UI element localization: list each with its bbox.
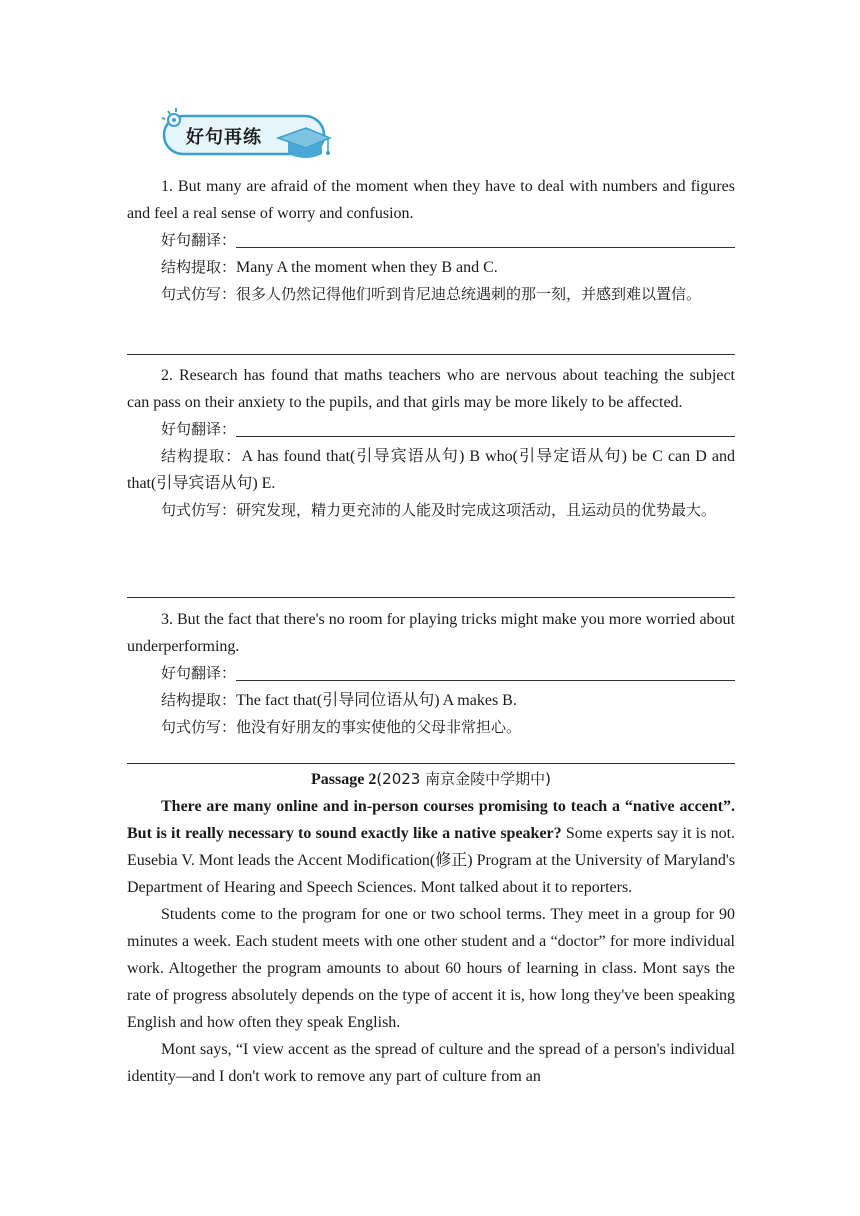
passage-title bbox=[127, 766, 735, 793]
translate-blank[interactable] bbox=[236, 662, 735, 681]
passage-paragraph-1-text: Some experts say it is not. Eusebia V. Mont leads the Accent Modification(修正) Program at the University of Maryland's Department of Hearing and Speech Sciences. Mont talked about it to reporters. bbox=[127, 825, 736, 896]
structure-label: 结构提取： bbox=[161, 447, 242, 465]
translate-label: 好句翻译： bbox=[161, 420, 237, 438]
translate-label: 好句翻译： bbox=[161, 664, 237, 682]
answer-line[interactable] bbox=[127, 354, 735, 355]
structure-row bbox=[127, 443, 735, 497]
passage-title-bold: Passage 2 bbox=[311, 771, 377, 788]
answer-line[interactable] bbox=[127, 597, 735, 598]
translate-row bbox=[127, 416, 735, 443]
exercise-sentence: 1. But many are afraid of the moment when they have to deal with numbers and figures and feel a real sense of worry and confusion. bbox=[127, 178, 735, 222]
passage bbox=[127, 766, 735, 1090]
translate-row bbox=[127, 660, 735, 687]
imitate-text: 很多人仍然记得他们听到肯尼迪总统遇刺的那一刻，并感到难以置信。 bbox=[236, 285, 702, 303]
translate-label: 好句翻译： bbox=[161, 231, 237, 249]
imitate-label: 句式仿写： bbox=[161, 285, 237, 303]
structure-label: 结构提取： bbox=[161, 691, 237, 709]
exercise-item-2 bbox=[127, 362, 735, 524]
passage-paragraph-2: Students come to the program for one or two school terms. They meet in a group for 90 minutes a week. Each student meets with one other student and a “doctor” for more individual work. Altogether the program amounts to about 60 hours of learning in class. Mont says the rate of progress absolutely depends on the type of accent it is, how long they've been speaking English and how often they speak English. bbox=[127, 906, 735, 1031]
section-badge bbox=[160, 108, 332, 166]
structure-label: 结构提取： bbox=[161, 258, 237, 276]
imitate-text: 他没有好朋友的事实使他的父母非常担心。 bbox=[236, 718, 522, 736]
exercise-item-3 bbox=[127, 606, 735, 741]
exercise-sentence: 2. Research has found that maths teachers who are nervous about teaching the subject can pass on their anxiety to the pupils, and that girls may be more likely to be affected. bbox=[127, 367, 735, 411]
section-badge-label: 好句再练 bbox=[186, 127, 262, 148]
imitate-label: 句式仿写： bbox=[161, 718, 237, 736]
passage-source: (2023 南京金陵中学期中) bbox=[376, 770, 551, 788]
imitate-row bbox=[127, 714, 735, 741]
imitate-row bbox=[127, 281, 735, 308]
passage-paragraph-3: Mont says, “I view accent as the spread of culture and the spread of a person's individual identity—and I don't work to remove any part of culture from an bbox=[127, 1041, 735, 1085]
imitate-text: 研究发现，精力更充沛的人能及时完成这项活动，且运动员的优势最大。 bbox=[236, 501, 717, 519]
structure-row bbox=[127, 687, 735, 714]
translate-row bbox=[127, 227, 735, 254]
structure-text: Many A the moment when they B and C. bbox=[236, 259, 498, 276]
exercise-sentence: 3. But the fact that there's no room for playing tricks might make you more worried about underperforming. bbox=[127, 611, 735, 655]
imitate-label: 句式仿写： bbox=[161, 501, 237, 519]
passage-paragraph-1 bbox=[127, 793, 735, 901]
translate-blank[interactable] bbox=[236, 418, 735, 437]
structure-text: The fact that(引导同位语从句) A makes B. bbox=[236, 692, 517, 709]
passage-lead-question: There are many online and in-person courses promising to teach a “native accent”. But is it really necessary to sound exactly like a native speaker? bbox=[127, 798, 735, 842]
answer-line[interactable] bbox=[127, 763, 735, 764]
imitate-row bbox=[127, 497, 735, 524]
structure-row bbox=[127, 254, 735, 281]
translate-blank[interactable] bbox=[236, 229, 735, 248]
exercise-item-1 bbox=[127, 173, 735, 308]
structure-text: A has found that(引导宾语从句) B who(引导定语从句) be C can D and that(引导宾语从句) E. bbox=[127, 448, 735, 492]
